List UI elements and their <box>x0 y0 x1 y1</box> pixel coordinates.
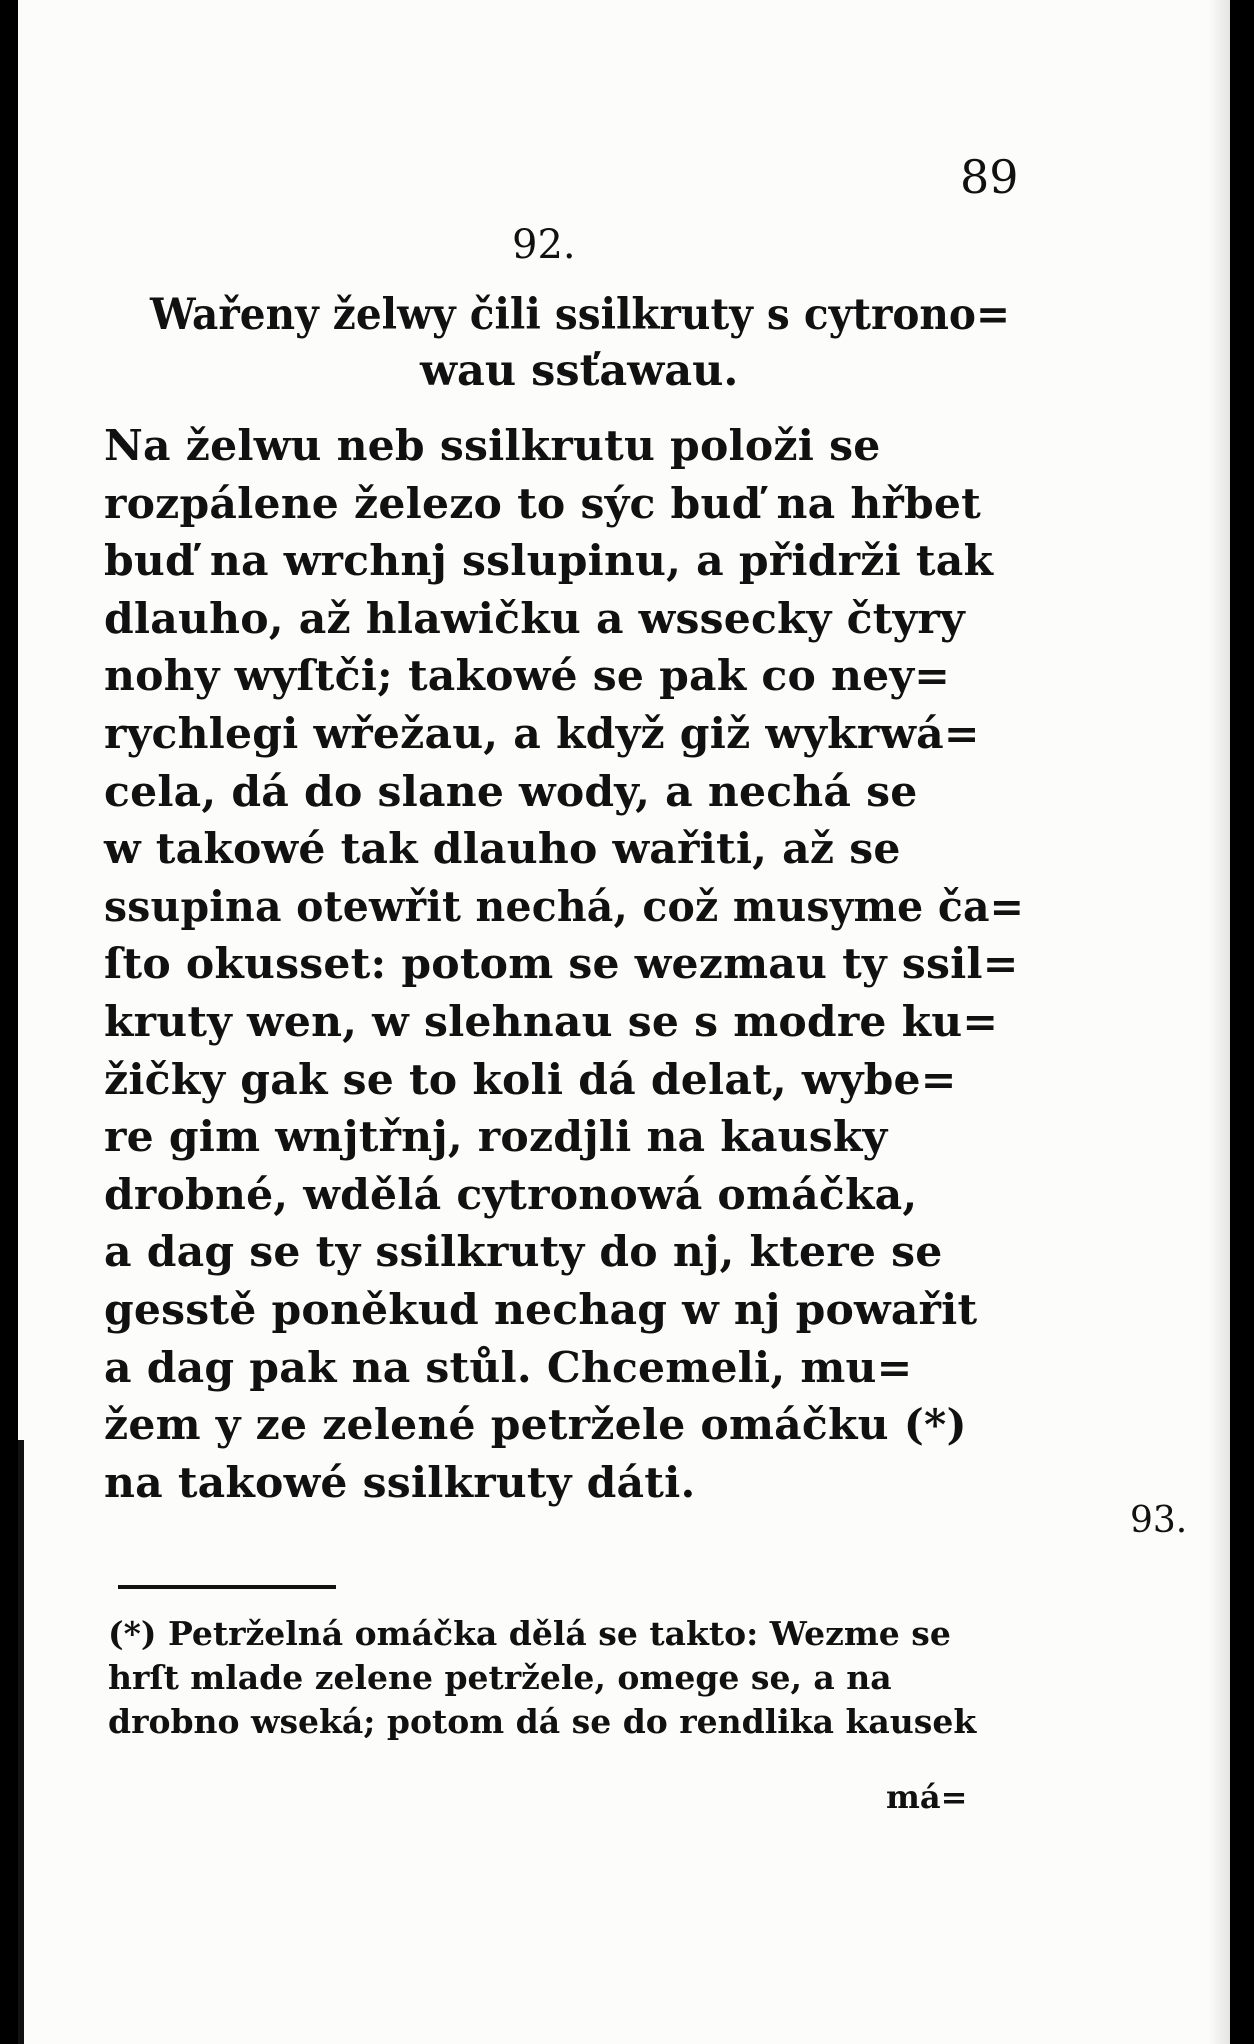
scan-right-edge <box>1230 0 1254 2044</box>
recipe-number: 92. <box>512 222 576 268</box>
recipe-body <box>104 418 1024 1512</box>
body-line: cela, dá do slane wody, a nechá se <box>104 766 918 817</box>
body-line: dlauho, až hlawičku a wssecky čtyry <box>104 593 965 644</box>
body-line: w takowé tak dlauho wařiti, až se <box>104 824 901 875</box>
body-line: re gim wnjtřnj, rozdjli na kausky <box>104 1112 888 1163</box>
page-number: 89 <box>960 150 1019 204</box>
body-line: na takowé ssilkruty dáti. <box>104 1457 696 1508</box>
body-line: rychlegi wřežau, a když giž wykrwá= <box>104 708 980 759</box>
footnote-line: hrſt mlade zelene petržele, omege se, a na <box>108 1658 892 1697</box>
body-line: ssupina otewřit nechá, což musyme ča= <box>104 881 1025 932</box>
body-line: drobné, wdělá cytronowá omáčka, <box>104 1169 918 1220</box>
page-right-shadow <box>1208 0 1230 2044</box>
footnote-line: drobno wseká; potom dá se do rendlika kausek <box>108 1702 977 1741</box>
catchword-next-recipe: 93. <box>1130 1500 1188 1541</box>
recipe-title-line-2: wau ssťawau. <box>420 346 739 396</box>
body-line: Na želwu neb ssilkrutu položi se <box>104 421 881 471</box>
body-line: žem y ze zelené petržele omáčku (*) <box>104 1400 967 1451</box>
body-line: gesstě poněkud nechag w nj powařit <box>104 1284 978 1335</box>
body-line: nohy wyſtči; takowé se pak co ney= <box>104 651 951 702</box>
scan-left-edge <box>0 0 18 2044</box>
recipe-title-line-1: Wařeny želwy čili ssilkruty s cytrono= <box>150 290 1011 340</box>
footnote <box>108 1612 1028 1744</box>
body-line: buď na wrchnj sslupinu, a přidrži tak <box>104 536 994 587</box>
body-line: a dag se ty ssilkruty do nj, ktere se <box>104 1227 943 1278</box>
body-line: ſto okusset: potom se wezmau ty ssil= <box>104 939 1019 990</box>
body-line: a dag pak na stůl. Chcemeli, mu= <box>104 1342 913 1393</box>
scan-left-binding <box>18 1440 24 2044</box>
body-line: žičky gak se to koli dá delat, wybe= <box>104 1054 957 1105</box>
footnote-divider <box>118 1585 336 1589</box>
body-line: rozpálene železo to sýc buď na hřbet <box>104 478 981 529</box>
footnote-line: (*) Petrželná omáčka dělá se takto: Wezme se <box>108 1614 951 1653</box>
body-line: kruty wen, w slehnau se s modre ku= <box>104 996 999 1047</box>
catchword-next-page: má= <box>886 1778 968 1816</box>
